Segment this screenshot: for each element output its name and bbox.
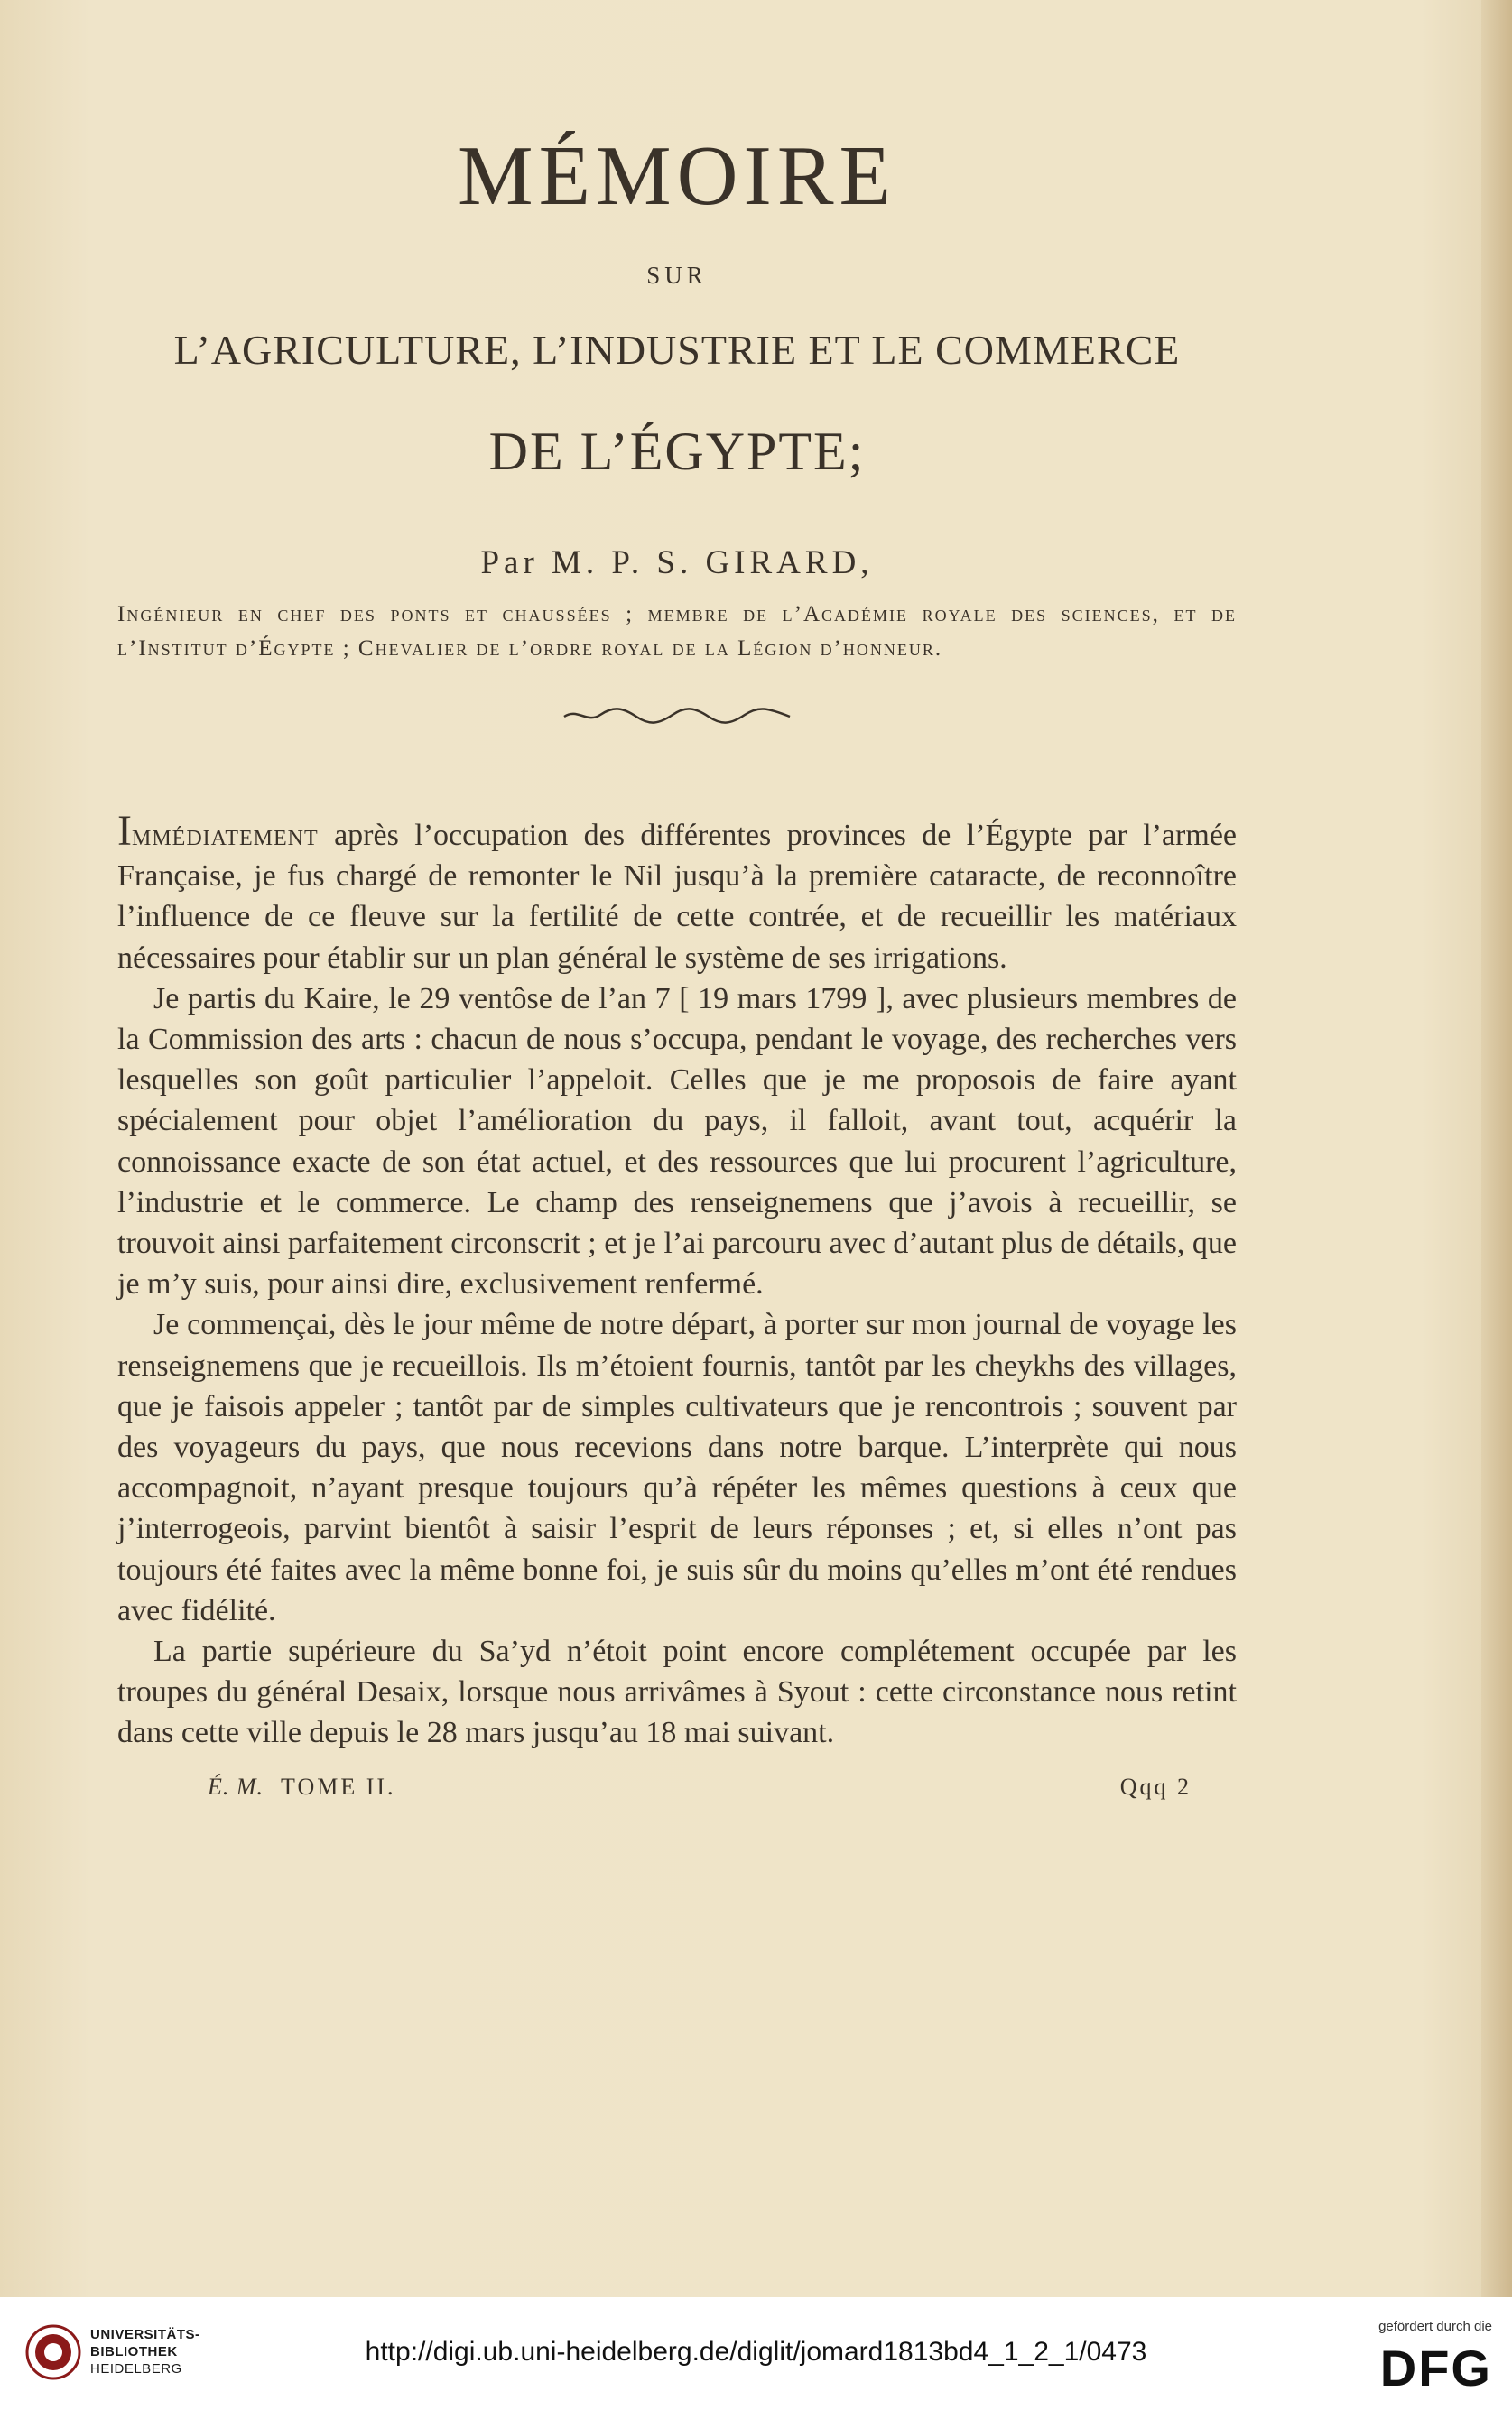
permalink-url[interactable]: http://digi.ub.uni-heidelberg.de/diglit/jomard1813bd4_1_2_1/0473	[365, 2337, 1147, 2367]
paragraph-4: La partie supérieure du Sa’yd n’étoit point encore complétement occupée par les troupes du général Desaix, lorsque nous arrivâmes à Syout : cette circonstance nous retint dans cette ville depuis le 28 mars jusqu’au 18 mai suivant.	[117, 1635, 1237, 1750]
title-sur: SUR	[646, 262, 708, 289]
uni-line-1: UNIVERSITÄTS-	[90, 2327, 200, 2342]
volume-reference	[208, 1772, 396, 1803]
body-text	[117, 807, 1237, 1754]
memoir-title: MÉMOIRE	[458, 129, 896, 223]
paragraph-1-text: après l’occupation des différentes provinces de l’Égypte par l’armée Française, je fus chargé de remonter le Nil jusqu’à la première cataracte, de reconnoître l’influence de ce fleuve sur la fertilité de cette contrée, et de recueillir les matériaux nécessaires pour établir sur un plan général le système de ses irrigations.	[117, 819, 1237, 975]
page-gutter-shadow	[1481, 0, 1512, 2297]
page-content	[117, 126, 1237, 1803]
dfg-funding-label: gefördert durch die	[1378, 2319, 1492, 2334]
paragraph-1	[117, 807, 1237, 978]
series-abbrev: É. M.	[208, 1773, 264, 1800]
paragraph-3: Je commençai, dès le jour même de notre départ, à porter sur mon journal de voyage les renseignemens que je recueillois. Ils m’étoient fournis, tantôt par les cheykhs des villages, que je faisois appeler ; tantôt par de simples cultivateurs que je rencontrois ; souvent par des voyageurs du pays, que nous recevions dans notre barque. L’interprète qui nous accompagnoit, n’ayant presque toujours qu’à répéter les mêmes questions à ceux que j’interrogeois, parvint bientôt à saisir l’esprit de leurs réponses ; et, si elles n’ont pas toujours été faites avec la même bonne foi, je suis sûr du moins qu’elles m’ont été rendues avec fidélité.	[117, 1308, 1237, 1627]
wave-ornament-icon	[560, 706, 794, 724]
signature-mark: Qqq 2	[1119, 1773, 1192, 1800]
opening-word: mmédiatement	[131, 819, 319, 852]
viewer-footer-bar	[0, 2297, 1512, 2410]
ornament-divider	[117, 706, 1237, 724]
memoir-subtitle: L’AGRICULTURE, L’INDUSTRIE ET LE COMMERCE	[173, 327, 1181, 373]
memoir-subtitle-country: DE L’ÉGYPTE;	[488, 422, 866, 481]
page-footer	[117, 1772, 1237, 1803]
tome-label: TOME II.	[281, 1773, 396, 1800]
uni-line-2: BIBLIOTHEK	[90, 2344, 178, 2359]
uni-line-3: HEIDELBERG	[90, 2361, 182, 2377]
paragraph-2: Je partis du Kaire, le 29 ventôse de l’an 7 [ 19 mars 1799 ], avec plusieurs membres de la Commission des arts : chacun de nous s’occupa, pendant le voyage, des recherches vers lesquelles son goût particulier l’appeloit. Celles que je me proposois de faire ayant spécialement pour objet l’amélioration du pays, il falloit, avant tout, acquérir la connoissance exacte de son état actuel, et des ressources que lui procurent l’agriculture, l’industrie et le commerce. Le champ des renseignemens que j’avois à recueillir, se trouvoit ainsi parfaitement circonscrit ; et je l’ai parcouru avec d’autant plus de détails, que je m’y suis, pour ainsi dire, exclusivement renfermé.	[117, 981, 1237, 1302]
drop-cap: I	[117, 807, 132, 855]
author-line: Par M. P. S. GIRARD,	[480, 544, 874, 581]
dfg-logo[interactable]: DFG	[1379, 2340, 1492, 2396]
author-affiliation: Ingénieur en chef des ponts et chaussées ; membre de l’Académie royale des sciences, et de l’Institut d’Égypte ; Chevalier de l’ordre royal de la Légion d’honneur.	[117, 602, 1237, 661]
